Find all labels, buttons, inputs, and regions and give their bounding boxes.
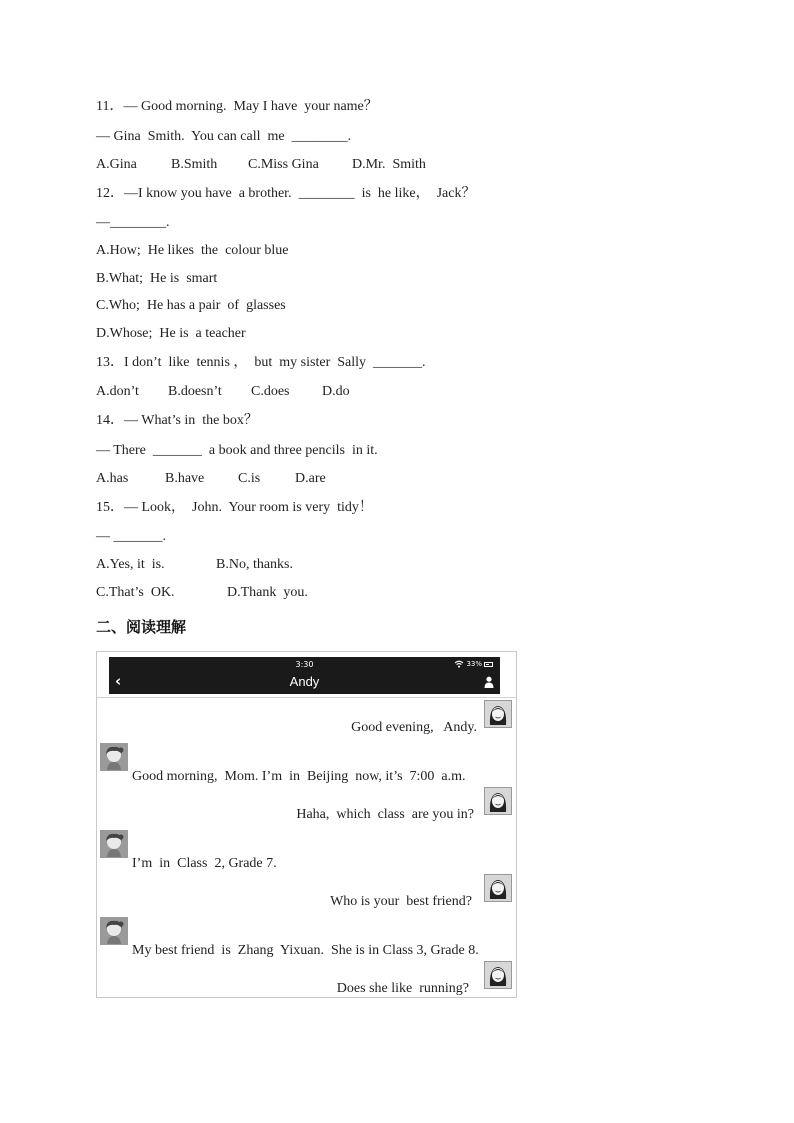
q14-option-a: A.has bbox=[96, 471, 129, 486]
q12-option-a: A.How; He likes the colour blue bbox=[96, 243, 289, 258]
andy-avatar bbox=[100, 830, 128, 858]
chat-message: I’m in Class 2, Grade 7. bbox=[132, 856, 277, 871]
q14-option-c: C.is bbox=[238, 471, 261, 486]
chat-message: Good morning, Mom. I’m in Beijing now, it’s 7:00 a.m. bbox=[132, 769, 466, 784]
q12-option-c: C.Who; He has a pair of glasses bbox=[96, 298, 286, 313]
q15-option-d: D.Thank you. bbox=[227, 585, 308, 600]
chat-message: Who is your best friend? bbox=[330, 894, 472, 909]
wifi-icon bbox=[454, 660, 464, 668]
section-title: 二、阅读理解 bbox=[96, 618, 187, 636]
person-icon[interactable] bbox=[484, 676, 494, 688]
q11-reply: — Gina Smith. You can call me ________. bbox=[96, 129, 352, 144]
q15-option-b: B.No, thanks. bbox=[216, 557, 293, 572]
q14-stem: 14．— What’s in the box？ bbox=[96, 413, 258, 428]
q11-option-c: C.Miss Gina bbox=[248, 157, 319, 172]
status-time: 3:30 bbox=[295, 660, 314, 669]
andy-avatar bbox=[100, 917, 128, 945]
q13-option-c: C.does bbox=[251, 384, 290, 399]
q11-option-b: B.Smith bbox=[171, 157, 218, 172]
q13-option-a: A.don’t bbox=[96, 384, 139, 399]
q15-reply: — _______. bbox=[96, 529, 166, 544]
q15-stem: 15．— Look， John. Your room is very tidy！ bbox=[96, 500, 373, 515]
andy-avatar bbox=[100, 743, 128, 771]
chat-message: My best friend is Zhang Yixuan. She is in Class 3, Grade 8. bbox=[132, 943, 479, 958]
q14-option-d: D.are bbox=[295, 471, 326, 486]
chat-message: Good evening, Andy. bbox=[351, 720, 477, 735]
q12-option-d: D.Whose; He is a teacher bbox=[96, 326, 246, 341]
mom-avatar bbox=[484, 961, 512, 989]
q13-stem: 13．I don’t like tennis ， but my sister Sally _______. bbox=[96, 355, 426, 370]
q12-option-b: B.What; He is smart bbox=[96, 271, 218, 286]
q13-option-d: D.do bbox=[322, 384, 350, 399]
mom-avatar bbox=[484, 874, 512, 902]
chat-contact-name: Andy bbox=[289, 674, 320, 689]
header-divider bbox=[97, 697, 516, 698]
q11-stem: 11．— Good morning. May I have your name？ bbox=[96, 99, 378, 114]
phone-header bbox=[109, 657, 500, 694]
mom-avatar bbox=[484, 787, 512, 815]
q14-reply: — There _______ a book and three pencils in it. bbox=[96, 443, 378, 458]
q15-option-c: C.That’s OK. bbox=[96, 585, 175, 600]
battery-icon bbox=[484, 662, 493, 667]
q14-option-b: B.have bbox=[165, 471, 205, 486]
chat-message: Haha, which class are you in? bbox=[296, 807, 474, 822]
q11-option-d: D.Mr. Smith bbox=[352, 157, 426, 172]
q13-option-b: B.doesn’t bbox=[168, 384, 222, 399]
chat-message: Does she like running? bbox=[336, 981, 469, 996]
chat-screenshot bbox=[96, 651, 517, 998]
q12-stem: 12．—I know you have a brother. ________ is he like， Jack？ bbox=[96, 186, 476, 201]
battery-percent: 33% bbox=[466, 660, 482, 668]
status-indicators bbox=[454, 660, 493, 668]
q12-reply: —________. bbox=[96, 215, 170, 230]
mom-avatar bbox=[484, 700, 512, 728]
back-icon[interactable]: ‹ bbox=[115, 672, 122, 690]
q11-option-a: A.Gina bbox=[96, 157, 137, 172]
q15-option-a: A.Yes, it is. bbox=[96, 557, 165, 572]
